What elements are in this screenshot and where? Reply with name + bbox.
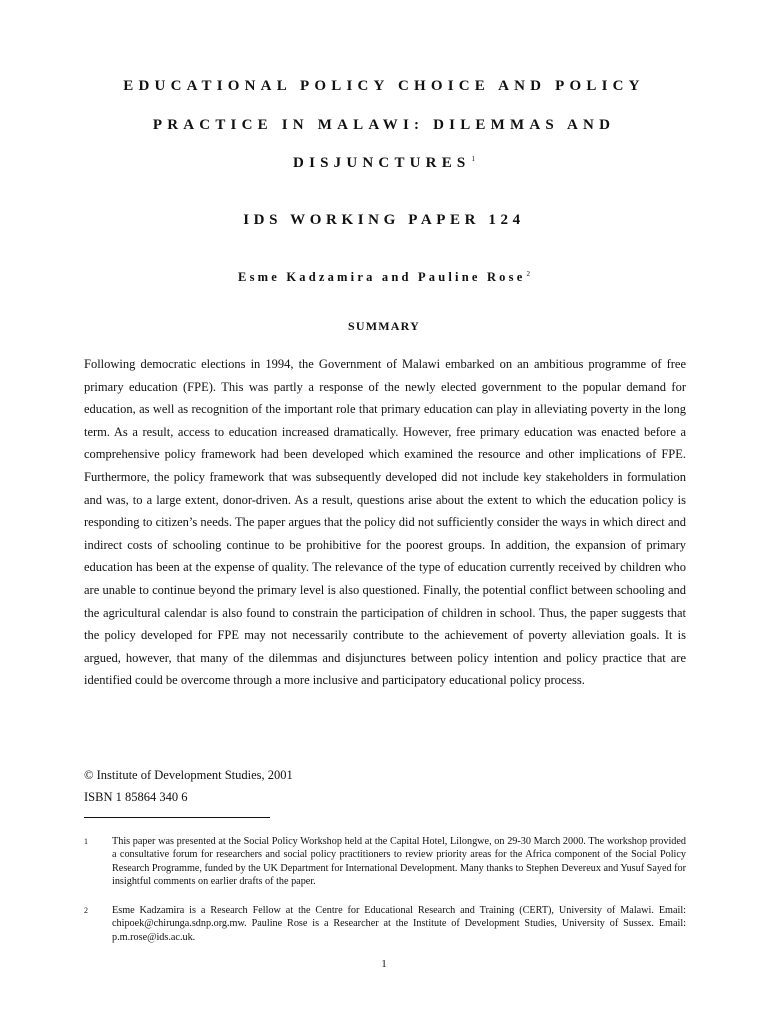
- publication-info: [84, 764, 293, 808]
- summary-heading: SUMMARY: [348, 319, 420, 333]
- footnote-2-text: Esme Kadzamira is a Research Fellow at the Centre for Educational Research and Training (CERT), University of Malawi. Email: chipoek@chirunga.sdnp.org.mw. Pauline Rose is a Researcher at the Institute of Development Studies, University of Sussex. Email: p.m.rose@ids.ac.uk.: [112, 905, 686, 943]
- isbn: ISBN 1 85864 340 6: [84, 790, 188, 804]
- authors-text: Esme Kadzamira and Pauline Rose: [238, 270, 526, 285]
- paper-title-line-1: EDUCATIONAL POLICY CHOICE AND POLICY: [123, 78, 645, 94]
- footnote-2-mark: 2: [84, 906, 88, 915]
- authors-footnote-ref[interactable]: 2: [526, 270, 530, 278]
- paper-title-line-3-text: DISJUNCTURES: [293, 155, 471, 171]
- footnote-divider: [84, 817, 270, 818]
- footnote-1-mark: 1: [84, 837, 88, 846]
- authors-line: [0, 270, 768, 285]
- footnote-2: [84, 904, 686, 944]
- footnote-1-text: This paper was presented at the Social Policy Workshop held at the Capital Hotel, Lilongwe, on 29-30 March 2000. The workshop provided a consultative forum for researchers and social policy practitioners to review priority areas for the Africa component of the Social Policy Research Programme, funded by the UK Department for International Development. Many thanks to Stephen Devereux and Yusuf Sayed for insightful comments on earlier drafts of the paper.: [112, 836, 686, 887]
- paper-title-line-2: PRACTICE IN MALAWI: DILEMMAS AND: [152, 117, 616, 133]
- summary-paragraph: Following democratic elections in 1994, the Government of Malawi embarked on an ambitious programme of free primary education (FPE). This was partly a response of the newly elected government to the popular demand for education, as well as recognition of the important role that primary education can play in alleviating poverty in the long term. As a result, access to education increased dramatically. However, free primary education was enacted before a comprehensive policy framework had been developed which examined the resource and other implications of FPE. Furthermore, the policy framework that was subsequently developed did not include key stakeholders in formulation and was, to a large extent, donor-driven. As a result, questions arise about the extent to which the education policy is responding to citizen’s needs. The paper argues that the policy did not sufficiently consider the ways in which direct and indirect costs of schooling continue to be prohibitive for the poorest groups. In addition, the expansion of primary education has been at the expense of quality. The relevance of the type of education currently received by children who are unable to continue beyond the primary level is also questioned. Finally, the potential conflict between schooling and the agricultural calendar is also found to constrain the participation of children in school. Thus, the paper suggests that the policy developed for FPE may not necessarily contribute to the achievement of poverty alleviation goals. It is argued, however, that many of the dilemmas and disjunctures between policy intention and policy practice that are identified could be overcome through a more inclusive and participatory educational policy process.: [84, 357, 686, 688]
- copyright-notice: © Institute of Development Studies, 2001: [84, 768, 293, 782]
- footnote-1: [84, 835, 686, 888]
- title-footnote-ref[interactable]: 1: [471, 155, 475, 163]
- page-number: 1: [381, 958, 387, 970]
- working-paper-number: IDS WORKING PAPER 124: [243, 212, 525, 228]
- paper-title-line-3: [0, 155, 768, 172]
